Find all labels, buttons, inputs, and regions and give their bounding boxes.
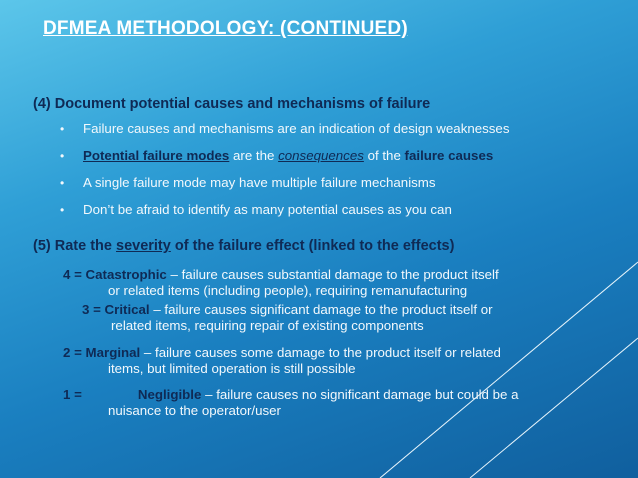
term-severity: severity <box>116 238 171 254</box>
severity-desc: – failure causes significant damage to the product itself or <box>149 302 493 317</box>
slide-title: DFMEA METHODOLOGY: (CONTINUED) <box>43 18 408 39</box>
bullet-icon: • <box>60 122 65 136</box>
bullet-text: Failure causes and mechanisms are an indication of design weaknesses <box>83 121 510 136</box>
bullet-icon: • <box>60 149 65 163</box>
list-item <box>60 201 630 228</box>
bullet-text: of the <box>363 148 405 163</box>
section5-heading <box>33 238 454 254</box>
heading-text: (5) Rate the <box>33 238 116 254</box>
severity-marginal-line1 <box>63 345 501 361</box>
heading-text: of the failure effect (linked to the effects) <box>170 238 455 254</box>
bullet-icon: • <box>60 203 65 217</box>
severity-negligible-line2: nuisance to the operator/user <box>108 403 281 418</box>
severity-critical-line2: related items, requiring repair of existing components <box>111 318 424 333</box>
bullet-text: are the <box>229 148 279 163</box>
term-failure-causes: failure causes <box>404 148 494 163</box>
bullet-icon: • <box>60 176 65 190</box>
severity-negligible-line1 <box>63 387 519 403</box>
severity-desc: – failure causes no significant damage but could be a <box>201 387 519 402</box>
severity-catastrophic-line1 <box>63 267 499 283</box>
list-item <box>60 174 630 201</box>
severity-label: 4 = Catastrophic <box>63 267 167 282</box>
severity-label: 2 = Marginal <box>63 345 141 360</box>
section4-bullet-list <box>60 120 630 228</box>
term-consequences: consequences <box>278 148 364 163</box>
section4-heading: (4) Document potential causes and mechanisms of failure <box>33 96 431 112</box>
severity-number: 1 = <box>63 387 82 402</box>
severity-marginal-line2: items, but limited operation is still possible <box>108 361 356 376</box>
severity-desc: – failure causes substantial damage to the product itself <box>166 267 499 282</box>
severity-desc: – failure causes some damage to the product itself or related <box>140 345 501 360</box>
bullet-text: A single failure mode may have multiple failure mechanisms <box>83 175 436 190</box>
severity-label: Negligible <box>137 387 202 402</box>
severity-label: 3 = Critical <box>82 302 150 317</box>
list-item <box>60 120 630 147</box>
severity-critical-line1 <box>82 302 493 318</box>
severity-catastrophic-line2: or related items (including people), requiring remanufacturing <box>108 283 468 298</box>
list-item <box>60 147 630 174</box>
term-potential-failure-modes: Potential failure modes <box>83 148 230 163</box>
bullet-text: Don’t be afraid to identify as many potential causes as you can <box>83 202 452 217</box>
